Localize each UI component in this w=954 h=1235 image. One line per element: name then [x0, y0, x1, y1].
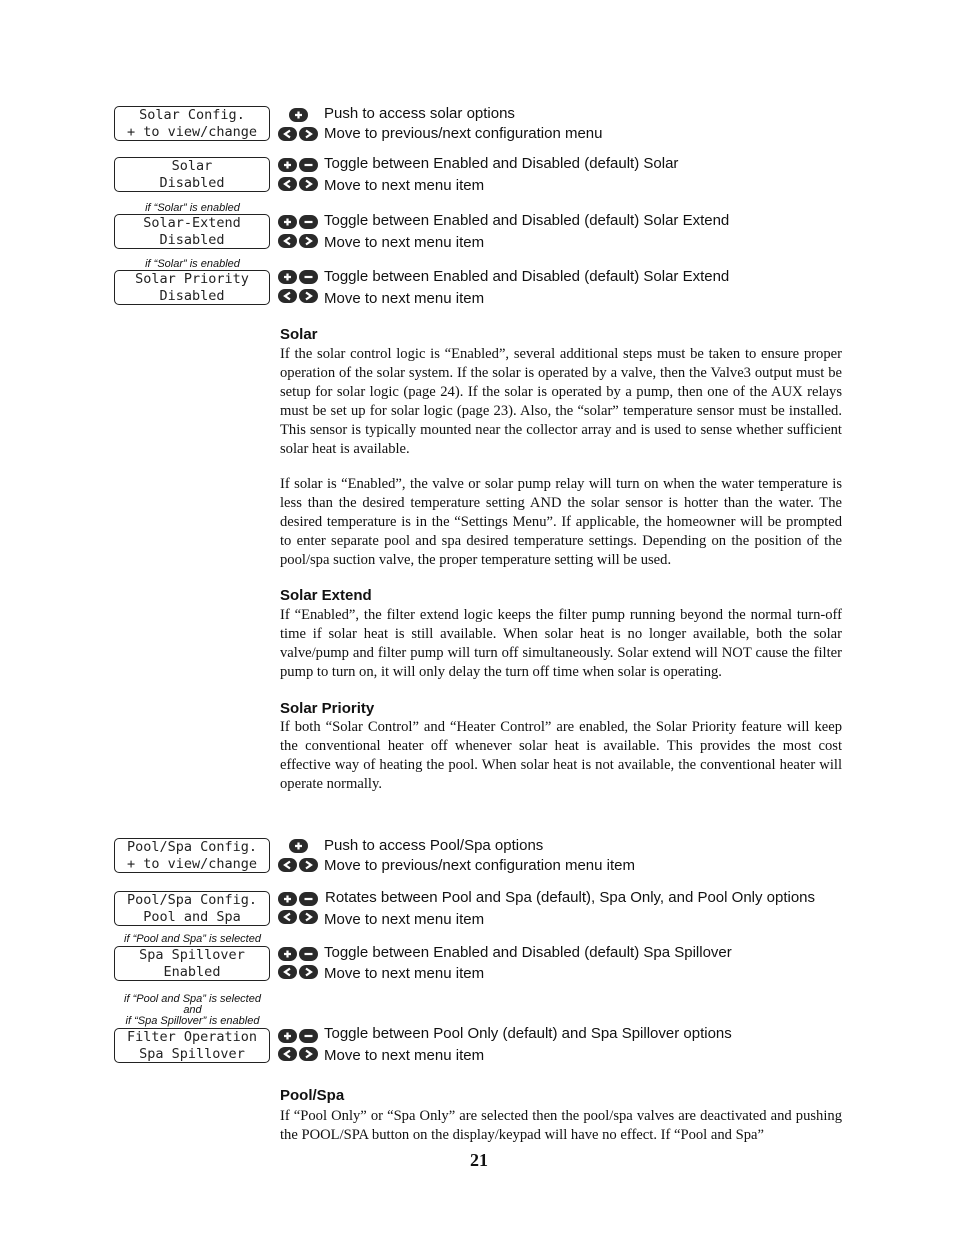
- right-arrow-button-icon: [299, 234, 318, 248]
- button-group: [289, 839, 308, 854]
- right-arrow-button-icon: [299, 965, 318, 979]
- plus-button-icon: [289, 839, 308, 853]
- button-group: [278, 892, 318, 907]
- paragraph: If the solar control logic is “Enabled”, several additional steps must be taken to ensure proper operation of the solar system. If the solar is operated by a valve, then the Valve3 output must be setup for solar logic (page 24). If the solar is operated by a pump, then one of the AUX relays must be set up for solar logic (page 23). Also, the “solar” temperature sensor must be installed. This sensor is typically mounted near the collector array and is used to sense whether sufficient solar heat is available.: [280, 346, 842, 457]
- section-heading-solar-priority: Solar Priority: [280, 700, 375, 717]
- button-group: [278, 858, 318, 873]
- lcd-line-1: Pool/Spa Config.: [126, 892, 258, 908]
- page-number: 21: [470, 1150, 488, 1170]
- right-arrow-button-icon: [299, 177, 318, 191]
- lcd-display: [114, 270, 270, 305]
- button-group: [278, 1047, 318, 1062]
- plus-button-icon: [289, 108, 308, 122]
- row-instruction-2: Move to next menu item: [324, 965, 485, 982]
- row-instruction-2: Move to previous/next configuration menu item: [324, 857, 635, 874]
- button-group: [278, 158, 318, 173]
- row-instruction-2: Move to next menu item: [324, 290, 485, 307]
- lcd-line-2: + to view/change: [126, 856, 258, 872]
- left-arrow-button-icon: [278, 127, 297, 141]
- lcd-line-1: Solar: [171, 158, 213, 174]
- condition-note: if “Solar” is enabled: [145, 202, 240, 214]
- row-instruction-1: Toggle between Enabled and Disabled (default) Solar Extend: [324, 268, 730, 285]
- lcd-display: [114, 1028, 270, 1063]
- button-group: [278, 127, 318, 142]
- row-instruction-1: Push to access solar options: [324, 105, 515, 122]
- paragraph: If “Enabled”, the filter extend logic keeps the filter pump running beyond the normal turn-off time if solar heat is still available. When solar heat is no longer available, both the solar valve/pump and filter pump will turn off simultaneously. Solar extend will NOT cause the filter pump to turn on, it will only delay the turn off time when solar is operating.: [280, 607, 842, 680]
- left-arrow-button-icon: [278, 910, 297, 924]
- lcd-display: [114, 214, 270, 249]
- row-instruction-1: Toggle between Enabled and Disabled (default) Spa Spillover: [324, 944, 732, 961]
- lcd-line-2: Disabled: [159, 232, 225, 248]
- condition-note: if “Spa Spillover” is enabled: [125, 1015, 260, 1027]
- lcd-display: [114, 838, 270, 873]
- minus-button-icon: [299, 1029, 318, 1043]
- lcd-line-1: Solar-Extend: [143, 215, 241, 231]
- lcd-display: [114, 106, 270, 141]
- lcd-display: [114, 157, 270, 192]
- plus-button-icon: [278, 270, 297, 284]
- right-arrow-button-icon: [299, 910, 318, 924]
- lcd-line-2: Disabled: [159, 175, 225, 191]
- paragraph: If solar is “Enabled”, the valve or solar pump relay will turn on when the water temperature is less than the desired temperature setting AND the solar sensor is hotter than the water. The desired temperature is in the “Settings Menu”. If applicable, the homeowner will be prompted to enter separate pool and spa desired temperature settings. Depending on the position of the pool/spa suction valve, the proper temperature setting will be used.: [280, 476, 842, 568]
- row-instruction-2: Move to next menu item: [324, 911, 485, 928]
- row-instruction-1: Toggle between Enabled and Disabled (default) Solar Extend: [324, 212, 730, 229]
- row-instruction-2: Move to previous/next configuration menu: [324, 125, 603, 142]
- plus-button-icon: [278, 158, 297, 172]
- minus-button-icon: [299, 270, 318, 284]
- right-arrow-button-icon: [299, 127, 318, 141]
- lcd-line-1: Solar Priority: [135, 271, 249, 287]
- condition-note: if “Pool and Spa” is selected: [124, 993, 261, 1005]
- right-arrow-button-icon: [299, 858, 318, 872]
- button-group: [278, 177, 318, 192]
- button-group: [278, 1029, 318, 1044]
- left-arrow-button-icon: [278, 965, 297, 979]
- button-group: [278, 965, 318, 980]
- plus-button-icon: [278, 892, 297, 906]
- button-group: [289, 108, 308, 123]
- row-instruction-1: Rotates between Pool and Spa (default), Spa Only, and Pool Only options: [325, 889, 816, 906]
- minus-button-icon: [299, 947, 318, 961]
- button-group: [278, 947, 318, 962]
- lcd-line-1: Solar Config.: [139, 107, 245, 123]
- section-heading-solar: Solar: [280, 326, 318, 343]
- lcd-display: [114, 891, 270, 926]
- lcd-line-1: Filter Operation: [126, 1029, 258, 1045]
- button-group: [278, 270, 318, 285]
- condition-note: if “Pool and Spa” is selected: [124, 933, 261, 945]
- left-arrow-button-icon: [278, 177, 297, 191]
- right-arrow-button-icon: [299, 1047, 318, 1061]
- row-instruction-1: Toggle between Enabled and Disabled (default) Solar: [324, 155, 679, 172]
- lcd-line-2: Enabled: [163, 964, 221, 980]
- row-instruction-1: Push to access Pool/Spa options: [324, 837, 544, 854]
- plus-button-icon: [278, 1029, 297, 1043]
- lcd-line-1: Spa Spillover: [139, 947, 245, 963]
- right-arrow-button-icon: [299, 289, 318, 303]
- lcd-line-2: Spa Spillover: [139, 1046, 245, 1062]
- plus-button-icon: [278, 947, 297, 961]
- condition-note: if “Solar” is enabled: [145, 258, 240, 270]
- left-arrow-button-icon: [278, 234, 297, 248]
- section-heading-pool-spa: Pool/Spa: [280, 1087, 345, 1104]
- left-arrow-button-icon: [278, 858, 297, 872]
- minus-button-icon: [299, 158, 318, 172]
- lcd-line-2: Pool and Spa: [143, 909, 241, 925]
- button-group: [278, 289, 318, 304]
- lcd-line-1: Pool/Spa Config.: [126, 839, 258, 855]
- paragraph: If both “Solar Control” and “Heater Control” are enabled, the Solar Priority feature will keep the conventional heater off whenever solar heat is available. This provides the most cost effective way of heating the pool. When solar heat is not available, the conventional heater will operate normally.: [280, 719, 842, 792]
- paragraph: If “Pool Only” or “Spa Only” are selected then the pool/spa valves are deactivated and pushing the POOL/SPA button on the display/keypad will have no effect. If “Pool and Spa”: [280, 1108, 842, 1143]
- lcd-line-2: + to view/change: [126, 124, 258, 140]
- condition-note: and: [183, 1004, 202, 1016]
- lcd-display: [114, 946, 270, 981]
- section-heading-solar-extend: Solar Extend: [280, 587, 372, 604]
- left-arrow-button-icon: [278, 289, 297, 303]
- button-group: [278, 234, 318, 249]
- plus-button-icon: [278, 215, 297, 229]
- button-group: [278, 215, 318, 230]
- row-instruction-2: Move to next menu item: [324, 1047, 485, 1064]
- minus-button-icon: [299, 215, 318, 229]
- row-instruction-1: Toggle between Pool Only (default) and Spa Spillover options: [324, 1025, 732, 1042]
- row-instruction-2: Move to next menu item: [324, 177, 485, 194]
- lcd-line-2: Disabled: [159, 288, 225, 304]
- minus-button-icon: [299, 892, 318, 906]
- row-instruction-2: Move to next menu item: [324, 234, 485, 251]
- left-arrow-button-icon: [278, 1047, 297, 1061]
- button-group: [278, 910, 318, 925]
